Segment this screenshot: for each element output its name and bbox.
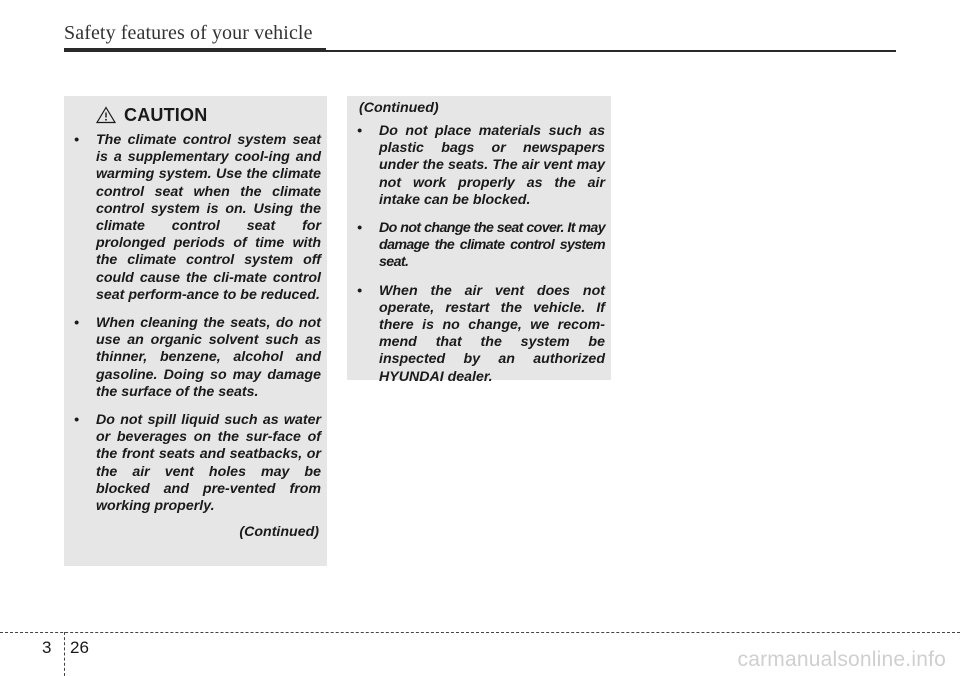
caution-item-text: Do not spill liquid such as water or beverages on the sur-face of the front seats and seatbacks, or the air vent holes may be blocked and pre-vented from working properly. bbox=[96, 412, 321, 515]
caution-continued-list bbox=[357, 123, 605, 386]
caution-continued-box bbox=[347, 96, 611, 385]
caution-item-text: Do not change the seat cover. It may damage the climate control system seat. bbox=[379, 220, 605, 271]
caution-item-text: The climate control system seat is a supplementary cool-ing and warming system. Use the climate control seat when the climate control system is on. Using the climate control seat for prolonged periods of time with the climate control system off could cause the cli-mate control seat perform-ance to be reduced. bbox=[96, 132, 321, 303]
watermark: carmanualsonline.info bbox=[737, 648, 946, 671]
caution-item bbox=[357, 283, 605, 386]
caution-item-text: When the air vent does not operate, restart the vehicle. If there is no change, we recom-mend that the system be inspected by an authorized HYUNDAI dealer. bbox=[379, 282, 605, 385]
bullet-icon: • bbox=[357, 282, 362, 299]
bullet-icon: • bbox=[74, 412, 79, 429]
caution-list bbox=[74, 132, 321, 515]
caution-title: CAUTION bbox=[124, 104, 208, 125]
caution-item bbox=[74, 315, 321, 401]
caution-item bbox=[357, 123, 605, 209]
caution-box bbox=[64, 96, 327, 566]
caution-heading bbox=[96, 104, 321, 126]
continued-heading: (Continued) bbox=[359, 100, 439, 116]
warning-triangle-icon bbox=[96, 106, 116, 124]
caution-item bbox=[357, 220, 605, 272]
caution-item bbox=[74, 132, 321, 304]
page-number: 26 bbox=[70, 638, 89, 657]
continued-label: (Continued) bbox=[239, 524, 319, 541]
header-rule-thick bbox=[64, 48, 326, 52]
bullet-icon: • bbox=[74, 315, 79, 332]
caution-item-text: Do not place materials such as plastic bags or newspapers under the seats. The air vent may not work properly as the air intake can be blocked. bbox=[379, 123, 605, 208]
bullet-icon: • bbox=[357, 220, 362, 237]
caution-item bbox=[74, 412, 321, 515]
bullet-icon: • bbox=[357, 123, 362, 139]
bullet-icon: • bbox=[74, 132, 79, 148]
caution-item-text: When cleaning the seats, do not use an organic solvent such as thinner, benzene, alcohol and gasoline. Doing so may damage the surface of the seats. bbox=[96, 315, 321, 400]
footer-divider bbox=[64, 632, 65, 676]
chapter-number: 3 bbox=[42, 638, 52, 657]
footer-rule bbox=[0, 632, 960, 633]
page-header-title: Safety features of your vehicle bbox=[64, 22, 313, 44]
header-rule-thin bbox=[326, 50, 896, 52]
